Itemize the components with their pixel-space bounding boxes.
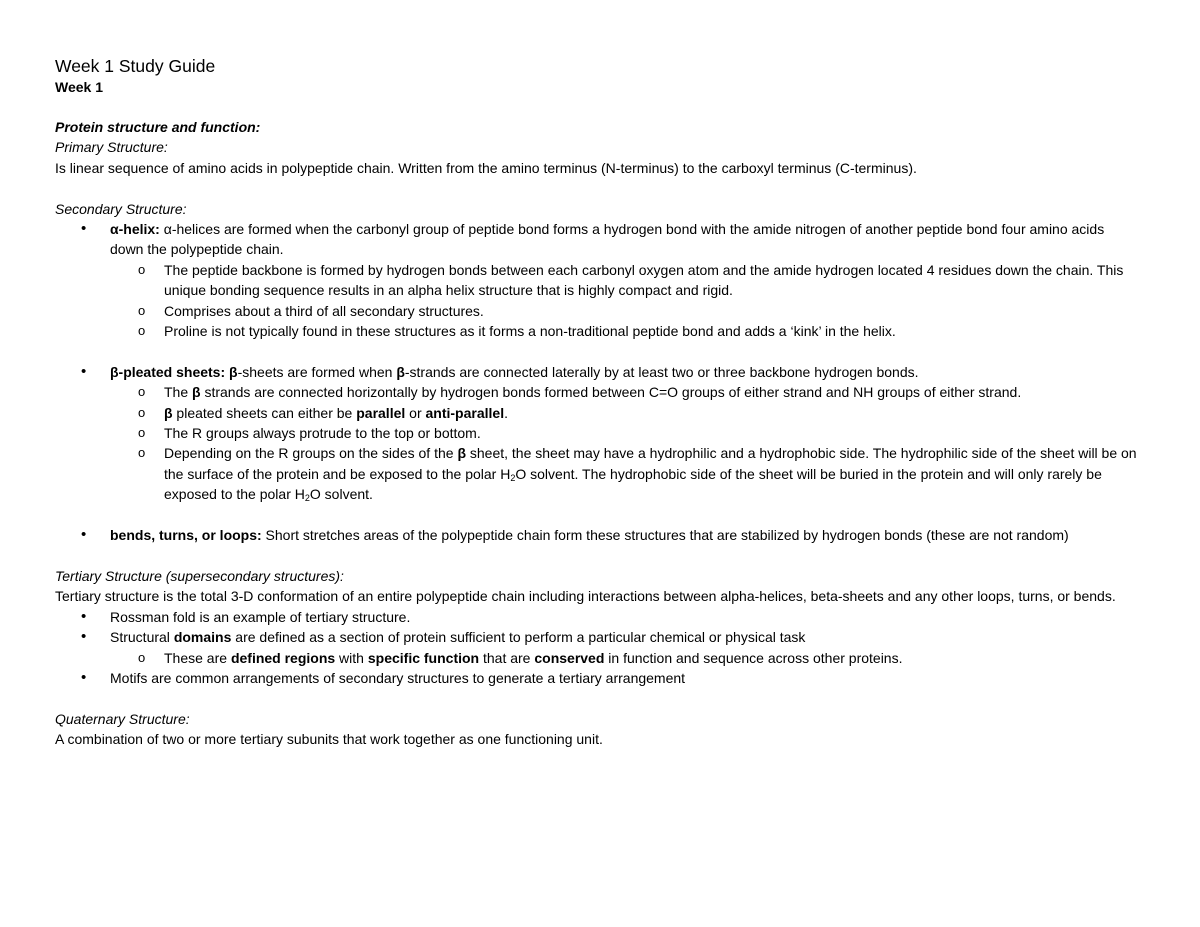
tertiary-item: • Motifs are common arrangements of secondary structures to generate a tertiary arrangement	[55, 668, 1140, 688]
alpha-sub-item: o Proline is not typically found in these structures as it forms a non-traditional peptide bond and adds a ‘kink’ in the helix.	[55, 321, 1140, 341]
alpha-sublist	[110, 260, 1140, 342]
bold-term: specific function	[367, 649, 480, 666]
bold-term: domains	[173, 629, 232, 646]
text: The	[164, 384, 193, 401]
primary-heading: Primary Structure:	[55, 139, 168, 156]
secondary-list	[55, 219, 1140, 341]
text: are defined as a section of protein sufficient to perform a particular chemical or physical task	[231, 629, 806, 646]
beta-sub-item	[55, 403, 1140, 423]
beta-text: -strands are connected laterally by at least two or three backbone hydrogen bonds.	[404, 363, 919, 380]
alpha-sub-item: o The peptide backbone is formed by hydrogen bonds between each carbonyl oxygen atom and the amide hydrogen located 4 residues down the chain. This unique bonding sequence results in an alpha helix structure that is highly compact and rigid.	[55, 260, 1140, 301]
bends-list	[55, 525, 1140, 545]
bold-term: conserved	[534, 649, 605, 666]
text: with	[335, 649, 368, 666]
primary-text: Is linear sequence of amino acids in polypeptide chain. Written from the amino terminus (N-terminus) to the carboxyl terminus (C-terminus).	[55, 159, 917, 176]
beta-sheet-item	[55, 362, 1140, 505]
tertiary-sub-item	[55, 648, 1140, 668]
text: pleated sheets can either be	[172, 404, 357, 421]
bold-term: defined regions	[230, 649, 336, 666]
beta-text: -sheets are formed when	[237, 363, 397, 380]
quaternary-text: A combination of two or more tertiary subunits that work together as one functioning unit.	[55, 731, 603, 748]
beta-symbol: β	[192, 384, 201, 401]
tertiary-item: • Rossman fold is an example of tertiary structure.	[55, 607, 1140, 627]
beta-symbol: β	[164, 404, 173, 421]
quaternary-heading: Quaternary Structure:	[55, 710, 190, 727]
alpha-sub-item: o Comprises about a third of all secondary structures.	[55, 301, 1140, 321]
text: O solvent.	[309, 486, 373, 503]
text: These are	[164, 649, 231, 666]
bends-item	[55, 525, 1140, 545]
text: that are	[479, 649, 535, 666]
alpha-helix-item	[55, 219, 1140, 341]
secondary-heading: Secondary Structure:	[55, 200, 187, 217]
text: O solvent. The hydrophobic side of the sheet will be buried in the protein and will only rarely be exposed to the polar H	[164, 465, 1102, 503]
text: Depending on the R groups on the sides of the	[164, 445, 458, 462]
text: .	[504, 404, 508, 421]
beta-symbol: β	[457, 445, 466, 462]
subscript: 2	[304, 493, 310, 504]
beta-sub-item	[55, 382, 1140, 402]
beta-sublist	[110, 382, 1140, 504]
tertiary-item	[55, 627, 1140, 668]
beta-symbol: β	[396, 363, 405, 380]
bends-term: bends, turns, or loops:	[110, 527, 262, 544]
alpha-helix-text: α-helices are formed when the carbonyl group of peptide bond forms a hydrogen bond with the amide nitrogen of another peptide bond four amino acids down the polypeptide chain.	[110, 221, 1105, 258]
section-heading: Protein structure and function:	[55, 119, 261, 135]
tertiary-heading: Tertiary Structure (supersecondary structures):	[55, 567, 344, 584]
beta-sub-item: o The R groups always protrude to the top or bottom.	[55, 423, 1140, 443]
tertiary-text: Tertiary structure is the total 3-D conformation of an entire polypeptide chain including interactions between alpha-helices, beta-sheets and any other loops, turns, or bends.	[55, 588, 1116, 605]
tertiary-sublist	[110, 648, 1140, 668]
doc-subtitle: Week 1	[55, 79, 103, 95]
beta-sub-item	[55, 443, 1140, 504]
doc-title: Week 1 Study Guide	[55, 56, 216, 76]
text: strands are connected horizontally by hydrogen bonds formed between C=O groups of either strand and NH groups of either strand.	[200, 384, 1022, 401]
tertiary-list	[55, 607, 1140, 689]
text: in function and sequence across other proteins.	[604, 649, 903, 666]
text: sheet, the sheet may have a hydrophilic and a hydrophobic side. The hydrophilic side of the sheet will be on the surface of the protein and be exposed to the polar H	[164, 445, 1137, 482]
beta-list	[55, 362, 1140, 505]
beta-symbol: β	[229, 363, 238, 380]
bold-term: parallel	[356, 404, 406, 421]
bends-text: Short stretches areas of the polypeptide chain form these structures that are stabilized by hydrogen bonds (these are not random)	[261, 527, 1069, 544]
subscript: 2	[510, 472, 516, 483]
text: Structural	[110, 629, 174, 646]
alpha-helix-term: α-helix:	[110, 221, 160, 238]
beta-sheet-term: β-pleated sheets:	[110, 363, 226, 380]
text: or	[405, 404, 426, 421]
bold-term: anti-parallel	[425, 404, 505, 421]
